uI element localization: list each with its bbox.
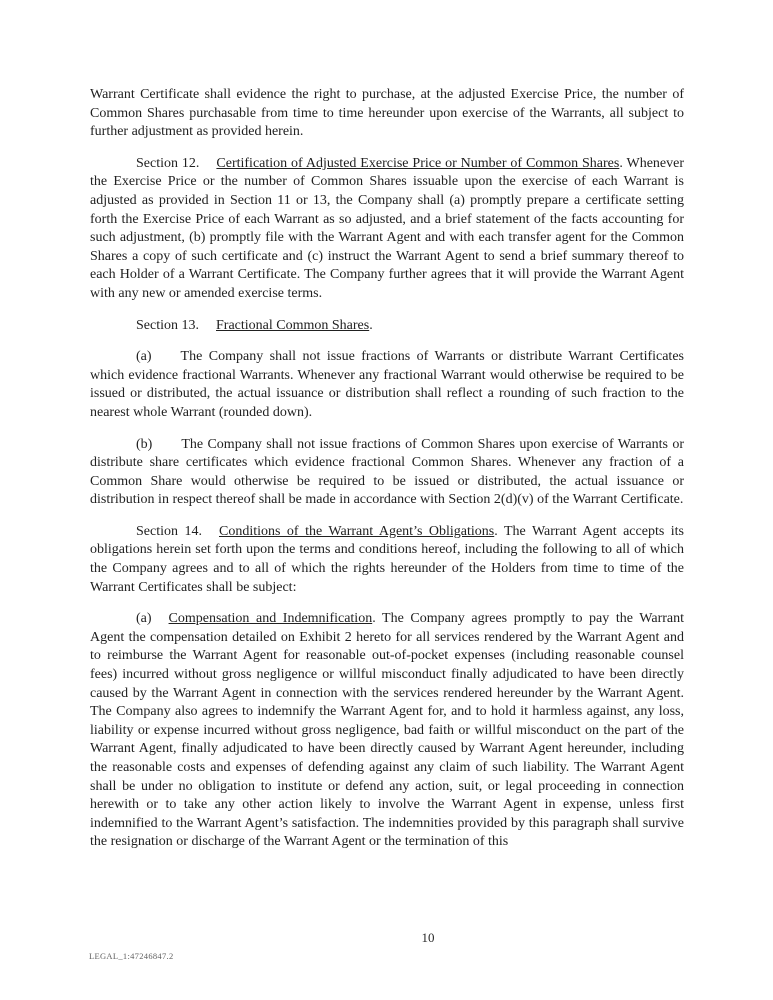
section-label: Section 14. xyxy=(136,523,202,539)
document-id-footer: LEGAL_1:47246847.2 xyxy=(89,951,174,961)
paragraph-text: The Company shall not issue fractions of Warrants or distribute Warrant Certificates which evidence fractional Warrants. Whenever any fractional Warrant would otherwise be required to be issued or distributed, the actual issuance or distribution shall reflect a rounding of such fraction to the nearest whole Warrant (rounded down). xyxy=(90,349,684,420)
paragraph-text: . xyxy=(369,317,373,333)
paragraph-text: . Whenever the Exercise Price or the number of Common Shares issuable upon the exercise of each Warrant is adjusted as provided in Section 11 or 13, the Company shall (a) promptly prepare a certificate setting forth the Exercise Price of each Warrant as so adjusted, and a brief statement of the facts accounting for such adjustment, (b) promptly file with the Warrant Agent and with each transfer agent for the Common Shares a copy of such certificate and (c) instruct the Warrant Agent to send a brief summary thereof to each Holder of a Warrant Certificate. The Company further agrees that it will provide the Warrant Agent with any new or amended exercise terms. xyxy=(90,155,685,301)
clause-label: (a) xyxy=(136,611,152,627)
paragraph-text: Warrant Certificate shall evidence the right to purchase, at the adjusted Exercise Price, the number of Common Shares purchasable from time to time hereunder upon exercise of the Warrants, all subject to further adjustment as provided herein. xyxy=(90,87,684,140)
page-number: 10 xyxy=(421,930,435,945)
section-heading: Fractional Common Shares xyxy=(216,317,370,333)
section-heading: Certification of Adjusted Exercise Price or Number of Common Shares xyxy=(216,155,620,171)
section-label: Section 13. xyxy=(136,317,199,333)
section-12-paragraph xyxy=(90,155,684,304)
clause-heading: Compensation and Indemnification xyxy=(168,611,373,627)
clause-label: (b) xyxy=(136,436,153,452)
paragraph-text: . The Company agrees promptly to pay the Warrant Agent the compensation detailed on Exhibit 2 hereto for all services rendered by the Warrant Agent and to reimburse the Warrant Agent for reasonable out-of-pocket expenses (including reasonable counsel fees) incurred without gross negligence or willful misconduct finally adjudicated to have been directly caused by the Warrant Agent in connection with the services rendered hereunder by the Warrant Agent. The Company also agrees to indemnify the Warrant Agent for, and to hold it harmless against, any loss, liability or expense incurred without gross negligence, bad faith or willful misconduct on the part of the Warrant Agent, finally adjudicated to have been directly caused by Warrant Agent hereunder, including the reasonable costs and expenses of defending against any claim of such liability. The Warrant Agent shall be under no obligation to institute or defend any action, suit, or legal proceeding in connection herewith or to take any other action likely to involve the Warrant Agent in expense, unless first indemnified to the Warrant Agent’s satisfaction. The indemnities provided by this paragraph shall survive the resignation or discharge of the Warrant Agent or the termination of this xyxy=(90,611,684,850)
document-body xyxy=(90,86,684,865)
paragraph-text: . The Warrant Agent accepts its obligations herein set forth upon the terms and conditions hereof, including the following to all of which the Company agrees and to all of which the rights hereunder of the Holders from time to time of the Warrant Certificates shall be subject: xyxy=(90,523,684,595)
section-heading: Conditions of the Warrant Agent’s Obligations xyxy=(218,523,495,539)
clause-14a-paragraph xyxy=(90,610,684,852)
paragraph-continuation xyxy=(90,86,684,142)
section-13-paragraph xyxy=(90,317,684,336)
clause-13b-paragraph xyxy=(90,436,684,510)
paragraph-text: The Company shall not issue fractions of Common Shares upon exercise of Warrants or distribute share certificates which evidence fractional Common Shares. Whenever any fraction of a Common Share would otherwise be required to be issued or distributed, the actual issuance or distribution in respect thereof shall be made in accordance with Section 2(d)(v) of the Warrant Certificate. xyxy=(90,436,684,508)
clause-label: (a) xyxy=(136,349,152,365)
section-14-paragraph xyxy=(90,523,684,597)
clause-13a-paragraph xyxy=(90,348,684,422)
section-label: Section 12. xyxy=(136,155,200,171)
